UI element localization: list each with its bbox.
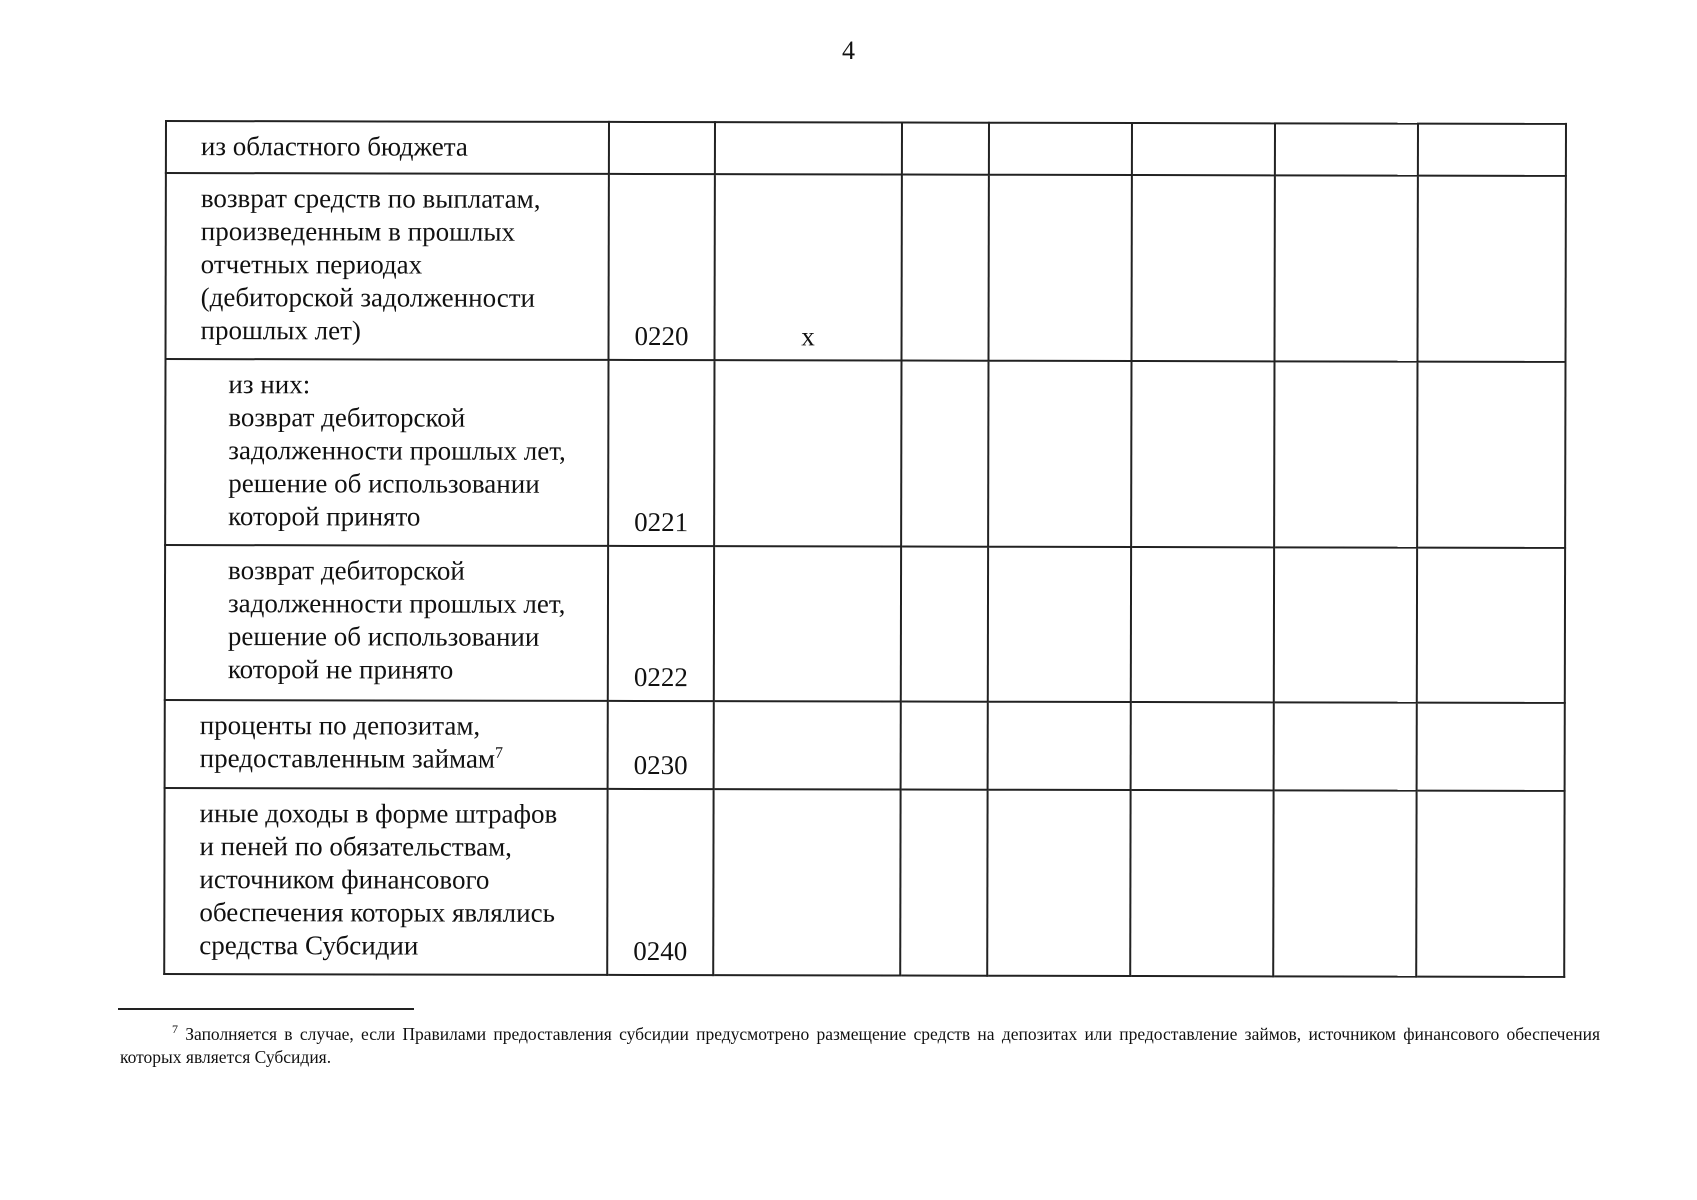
row-description: из областного бюджета xyxy=(166,121,609,174)
table-cell xyxy=(901,702,988,790)
table-row xyxy=(165,700,1565,791)
table-cell xyxy=(1274,547,1417,702)
table-cell xyxy=(1273,790,1416,976)
table-row xyxy=(165,545,1565,703)
table-cell xyxy=(1416,791,1564,977)
table-cell xyxy=(1131,547,1274,702)
row-code: 0240 xyxy=(607,789,713,975)
page-number: 4 xyxy=(842,36,855,65)
table-cell xyxy=(1274,361,1417,547)
table-cell xyxy=(1131,702,1274,790)
table-cell xyxy=(1418,124,1566,176)
table-cell xyxy=(1417,548,1565,703)
report-table xyxy=(163,120,1567,978)
footnote xyxy=(120,1023,1600,1069)
table-row xyxy=(165,173,1565,362)
table-cell xyxy=(1417,176,1565,362)
table-cell xyxy=(1130,790,1273,976)
row-code: 0221 xyxy=(608,360,714,546)
table-cell xyxy=(1274,175,1417,361)
table-cell xyxy=(989,123,1132,175)
row-code: 0220 xyxy=(608,174,714,360)
table-cell xyxy=(714,701,901,789)
table-cell xyxy=(1131,361,1274,547)
table-cell xyxy=(901,361,988,547)
row-description: возврат средств по выплатам, произведенным в прошлых отчетных периодах (дебиторской задолженности прошлых лет) xyxy=(165,173,608,360)
row-description: возврат дебиторской задолженности прошлых лет, решение об использовании которой не принято xyxy=(165,545,608,701)
table-cell xyxy=(713,789,900,975)
row-description: проценты по депозитам, предоставленным займам$^7$ xyxy=(165,700,608,789)
table-row xyxy=(166,121,1566,176)
table-cell xyxy=(1132,123,1275,175)
table-cell xyxy=(988,702,1131,790)
table-cell xyxy=(1131,175,1274,361)
row-code: 0230 xyxy=(608,701,714,789)
row-description: из них: возврат дебиторской задолженности прошлых лет, решение об использовании которой принято xyxy=(165,359,608,546)
table-cell xyxy=(988,361,1131,547)
table-cell xyxy=(1274,702,1417,790)
table-cell xyxy=(1275,123,1418,175)
table-cell xyxy=(714,360,901,546)
row-description: иные доходы в форме штрафов и пеней по обязательствам, источником финансового обеспечения которых являлись средства Субсидии xyxy=(164,788,607,975)
row-code xyxy=(609,122,715,174)
table-cell xyxy=(988,547,1131,702)
row-code: 0222 xyxy=(608,546,714,701)
footnote-marker: 7 xyxy=(495,744,504,762)
table-cell xyxy=(987,790,1130,976)
table-cell xyxy=(902,123,989,175)
footnote-text: Заполняется в случае, если Правилами предоставления субсидии предусмотрено размещение средств на депозитах или предоставление займов, источником финансового обеспечения которых является Субсидия. xyxy=(120,1024,1600,1067)
footnote-separator xyxy=(118,1008,414,1010)
footnote-marker: 7 xyxy=(172,1022,178,1037)
table-cell xyxy=(901,547,988,702)
table-cell xyxy=(900,790,987,976)
table-row xyxy=(164,788,1564,977)
table-cell xyxy=(715,122,902,174)
table-row xyxy=(165,359,1565,548)
table-cell: x xyxy=(714,174,901,360)
table-cell xyxy=(988,175,1131,361)
table-cell xyxy=(714,546,901,701)
table-cell xyxy=(1417,362,1565,548)
table-cell xyxy=(1417,703,1565,791)
table-cell xyxy=(901,175,988,361)
